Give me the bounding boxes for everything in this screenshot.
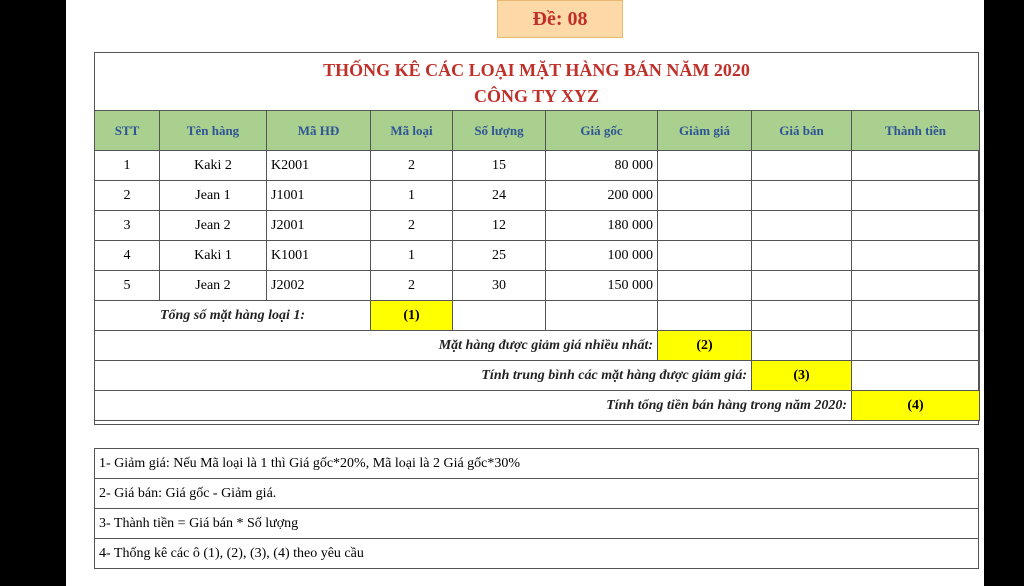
table-row xyxy=(95,151,980,181)
cell-ma-hd[interactable]: J2002 xyxy=(267,271,371,301)
table-row xyxy=(95,241,980,271)
summary-cell-2[interactable]: (2) xyxy=(658,331,752,361)
cell-gia-ban[interactable] xyxy=(752,211,852,241)
cell-stt[interactable]: 5 xyxy=(95,271,160,301)
table-row xyxy=(95,271,980,301)
summary-cell-4[interactable]: (4) xyxy=(852,391,980,421)
note-line-3[interactable]: 3- Thành tiền = Giá bán * Số lượng xyxy=(95,509,979,539)
summary-label-3: Tính trung bình các mặt hàng được giảm giá: xyxy=(95,361,752,391)
title-line-2: CÔNG TY XYZ xyxy=(473,86,599,106)
empty-cell[interactable] xyxy=(852,361,980,391)
cell-ma-hd[interactable]: K2001 xyxy=(267,151,371,181)
table-row xyxy=(95,211,980,241)
cell-ma-hd[interactable]: J1001 xyxy=(267,181,371,211)
cell-gia-ban[interactable] xyxy=(752,271,852,301)
header-cell[interactable]: Mã loại xyxy=(371,111,453,151)
data-table xyxy=(94,110,980,421)
cell-thanh-tien[interactable] xyxy=(852,151,980,181)
cell-gia-goc[interactable]: 150 000 xyxy=(546,271,658,301)
summary-label-2: Mặt hàng được giảm giá nhiều nhất: xyxy=(95,331,658,361)
table-title xyxy=(94,52,979,110)
cell-ma-loai[interactable]: 2 xyxy=(371,151,453,181)
cell-stt[interactable]: 2 xyxy=(95,181,160,211)
cell-thanh-tien[interactable] xyxy=(852,241,980,271)
cell-gia-ban[interactable] xyxy=(752,181,852,211)
cell-gia-ban[interactable] xyxy=(752,241,852,271)
header-cell[interactable]: STT xyxy=(95,111,160,151)
empty-cell[interactable] xyxy=(546,301,658,331)
cell-thanh-tien[interactable] xyxy=(852,271,980,301)
cell-thanh-tien[interactable] xyxy=(852,181,980,211)
cell-gia-goc[interactable]: 180 000 xyxy=(546,211,658,241)
header-cell[interactable]: Số lượng xyxy=(453,111,546,151)
cell-ma-loai[interactable]: 2 xyxy=(371,211,453,241)
title-line-1: THỐNG KÊ CÁC LOẠI MẶT HÀNG BÁN NĂM 2020 xyxy=(323,60,750,80)
header-cell[interactable]: Giá bán xyxy=(752,111,852,151)
cell-stt[interactable]: 4 xyxy=(95,241,160,271)
summary-cell-3[interactable]: (3) xyxy=(752,361,852,391)
note-line-4[interactable]: 4- Thống kê các ô (1), (2), (3), (4) theo yêu cầu xyxy=(95,539,979,569)
cell-giam-gia[interactable] xyxy=(658,181,752,211)
table-row xyxy=(95,181,980,211)
summary-row-3 xyxy=(95,361,980,391)
empty-cell[interactable] xyxy=(852,301,980,331)
cell-ma-hd[interactable]: J2001 xyxy=(267,211,371,241)
cell-ten-hang[interactable]: Kaki 1 xyxy=(160,241,267,271)
empty-cell[interactable] xyxy=(453,301,546,331)
cell-thanh-tien[interactable] xyxy=(852,211,980,241)
exam-label: Đề: 08 xyxy=(497,0,623,38)
cell-ma-loai[interactable]: 2 xyxy=(371,271,453,301)
note-line-2[interactable]: 2- Giá bán: Giá gốc - Giảm giá. xyxy=(95,479,979,509)
cell-so-luong[interactable]: 30 xyxy=(453,271,546,301)
summary-label-1: Tổng số mặt hàng loại 1: xyxy=(95,301,371,331)
header-cell[interactable]: Giá gốc xyxy=(546,111,658,151)
cell-ten-hang[interactable]: Jean 2 xyxy=(160,211,267,241)
cell-giam-gia[interactable] xyxy=(658,151,752,181)
summary-row-2 xyxy=(95,331,980,361)
cell-so-luong[interactable]: 25 xyxy=(453,241,546,271)
cell-giam-gia[interactable] xyxy=(658,271,752,301)
cell-ten-hang[interactable]: Jean 1 xyxy=(160,181,267,211)
header-cell[interactable]: Tên hàng xyxy=(160,111,267,151)
cell-ma-loai[interactable]: 1 xyxy=(371,241,453,271)
header-cell[interactable]: Mã HĐ xyxy=(267,111,371,151)
cell-stt[interactable]: 3 xyxy=(95,211,160,241)
cell-stt[interactable]: 1 xyxy=(95,151,160,181)
cell-giam-gia[interactable] xyxy=(658,241,752,271)
empty-cell[interactable] xyxy=(752,301,852,331)
notes-table xyxy=(94,448,979,569)
cell-so-luong[interactable]: 24 xyxy=(453,181,546,211)
header-cell[interactable]: Thành tiền xyxy=(852,111,980,151)
cell-giam-gia[interactable] xyxy=(658,211,752,241)
cell-so-luong[interactable]: 15 xyxy=(453,151,546,181)
cell-gia-goc[interactable]: 100 000 xyxy=(546,241,658,271)
note-line-1[interactable]: 1- Giảm giá: Nếu Mã loại là 1 thì Giá gốc*20%, Mã loại là 2 Giá gốc*30% xyxy=(95,449,979,479)
summary-cell-1[interactable]: (1) xyxy=(371,301,453,331)
cell-gia-goc[interactable]: 200 000 xyxy=(546,181,658,211)
empty-cell[interactable] xyxy=(852,331,980,361)
cell-ten-hang[interactable]: Kaki 2 xyxy=(160,151,267,181)
cell-ten-hang[interactable]: Jean 2 xyxy=(160,271,267,301)
empty-cell[interactable] xyxy=(658,301,752,331)
cell-gia-goc[interactable]: 80 000 xyxy=(546,151,658,181)
summary-label-4: Tính tổng tiền bán hàng trong năm 2020: xyxy=(95,391,852,421)
cell-ma-hd[interactable]: K1001 xyxy=(267,241,371,271)
summary-row-1 xyxy=(95,301,980,331)
cell-ma-loai[interactable]: 1 xyxy=(371,181,453,211)
summary-row-4 xyxy=(95,391,980,421)
header-row xyxy=(95,111,980,151)
header-cell[interactable]: Giảm giá xyxy=(658,111,752,151)
empty-cell[interactable] xyxy=(752,331,852,361)
cell-so-luong[interactable]: 12 xyxy=(453,211,546,241)
cell-gia-ban[interactable] xyxy=(752,151,852,181)
